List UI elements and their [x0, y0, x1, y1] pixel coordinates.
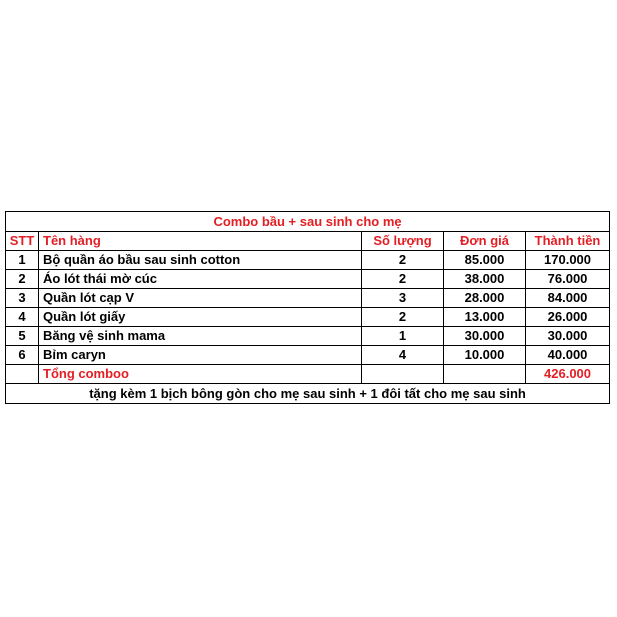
summary-label: Tổng comboo	[39, 365, 362, 384]
table-row	[6, 346, 610, 365]
summary-empty-cell	[362, 365, 444, 384]
cell-price: 13.000	[444, 308, 526, 327]
combo-price-table	[5, 211, 610, 404]
table-row	[6, 251, 610, 270]
header-total: Thành tiền	[526, 232, 610, 251]
cell-total: 30.000	[526, 327, 610, 346]
cell-qty: 1	[362, 327, 444, 346]
gift-note-row	[6, 384, 610, 404]
cell-qty: 2	[362, 308, 444, 327]
cell-name: Quần lót cạp V	[39, 289, 362, 308]
table-row	[6, 308, 610, 327]
summary-row	[6, 365, 610, 384]
cell-total: 26.000	[526, 308, 610, 327]
gift-note: tặng kèm 1 bịch bông gòn cho mẹ sau sinh + 1 đôi tất cho mẹ sau sinh	[6, 384, 610, 404]
table-title: Combo bầu + sau sinh cho mẹ	[6, 212, 610, 232]
cell-stt: 6	[6, 346, 39, 365]
cell-stt: 1	[6, 251, 39, 270]
table-row	[6, 270, 610, 289]
header-qty: Số lượng	[362, 232, 444, 251]
header-stt: STT	[6, 232, 39, 251]
cell-stt: 5	[6, 327, 39, 346]
table-row	[6, 327, 610, 346]
cell-stt: 4	[6, 308, 39, 327]
cell-qty: 2	[362, 270, 444, 289]
summary-empty-cell	[444, 365, 526, 384]
header-price: Đơn giá	[444, 232, 526, 251]
cell-total: 40.000	[526, 346, 610, 365]
cell-total: 84.000	[526, 289, 610, 308]
summary-empty-cell	[6, 365, 39, 384]
cell-total: 170.000	[526, 251, 610, 270]
cell-price: 85.000	[444, 251, 526, 270]
table-row	[6, 289, 610, 308]
table-title-row	[6, 212, 610, 232]
cell-stt: 3	[6, 289, 39, 308]
cell-name: Quần lót giấy	[39, 308, 362, 327]
cell-qty: 4	[362, 346, 444, 365]
cell-total: 76.000	[526, 270, 610, 289]
cell-price: 28.000	[444, 289, 526, 308]
cell-qty: 2	[362, 251, 444, 270]
cell-price: 38.000	[444, 270, 526, 289]
cell-price: 10.000	[444, 346, 526, 365]
cell-qty: 3	[362, 289, 444, 308]
cell-price: 30.000	[444, 327, 526, 346]
table-header-row	[6, 232, 610, 251]
summary-total: 426.000	[526, 365, 610, 384]
cell-name: Băng vệ sinh mama	[39, 327, 362, 346]
cell-name: Bỉm caryn	[39, 346, 362, 365]
cell-name: Bộ quần áo bầu sau sinh cotton	[39, 251, 362, 270]
cell-name: Áo lót thái mờ cúc	[39, 270, 362, 289]
header-name: Tên hàng	[39, 232, 362, 251]
cell-stt: 2	[6, 270, 39, 289]
